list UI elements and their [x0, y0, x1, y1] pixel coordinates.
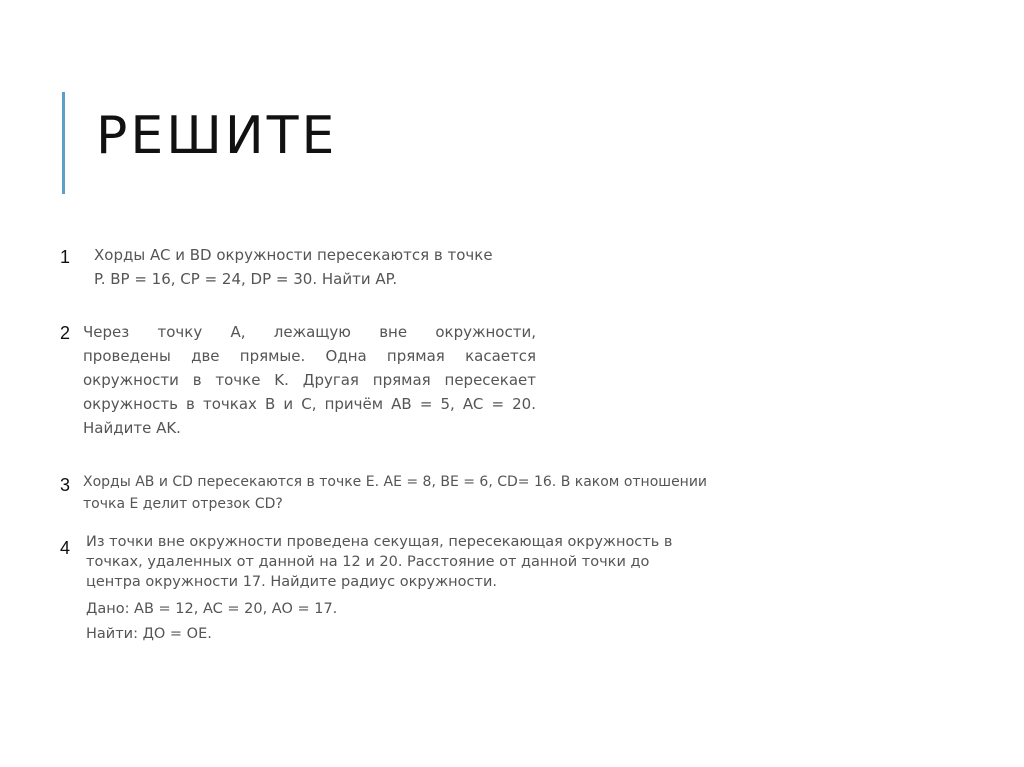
task-3-line: точка E делит отрезок CD?	[83, 496, 283, 512]
task-2-line: Через точку A, лежащую вне окружности,	[83, 323, 536, 341]
task-1-line: P. BP = 16, CP = 24, DP = 30. Найти AP.	[94, 270, 398, 288]
task-number-4: 4	[60, 538, 71, 558]
task-1-line: Хорды AC и BD окружности пересекаются в точке	[94, 246, 493, 264]
title-accent-bar	[62, 92, 65, 194]
task-2-line: окружность в точках B и C, причём AB = 5, AC = 20.	[83, 395, 536, 413]
task-2	[83, 320, 536, 440]
task-2-line: Найдите AK.	[83, 419, 181, 437]
slide-title: РЕШИТЕ	[96, 106, 338, 166]
task-4-line: центра окружности 17. Найдите радиус окружности.	[86, 574, 497, 590]
task-2-line: проведены две прямые. Одна прямая касается	[83, 347, 536, 365]
task-2-line: окружности в точке K. Другая прямая пересекает	[83, 371, 536, 389]
task-number-1: 1	[60, 247, 71, 267]
task-4	[86, 532, 736, 644]
task-3	[83, 471, 783, 515]
task-4-find: Найти: ДО = OE.	[86, 626, 212, 642]
task-4-line: Из точки вне окружности проведена секущая, пересекающая окружность в	[86, 534, 673, 550]
task-1	[94, 243, 524, 291]
task-number-2: 2	[60, 323, 71, 343]
task-4-line: точках, удаленных от данной на 12 и 20. Расстояние от данной точки до	[86, 554, 650, 570]
task-3-line: Хорды AB и CD пересекаются в точке E. AE = 8, BE = 6, CD= 16. В каком отношении	[83, 474, 708, 490]
task-4-given: Дано: AB = 12, AC = 20, AO = 17.	[86, 601, 338, 617]
task-number-3: 3	[60, 475, 71, 495]
